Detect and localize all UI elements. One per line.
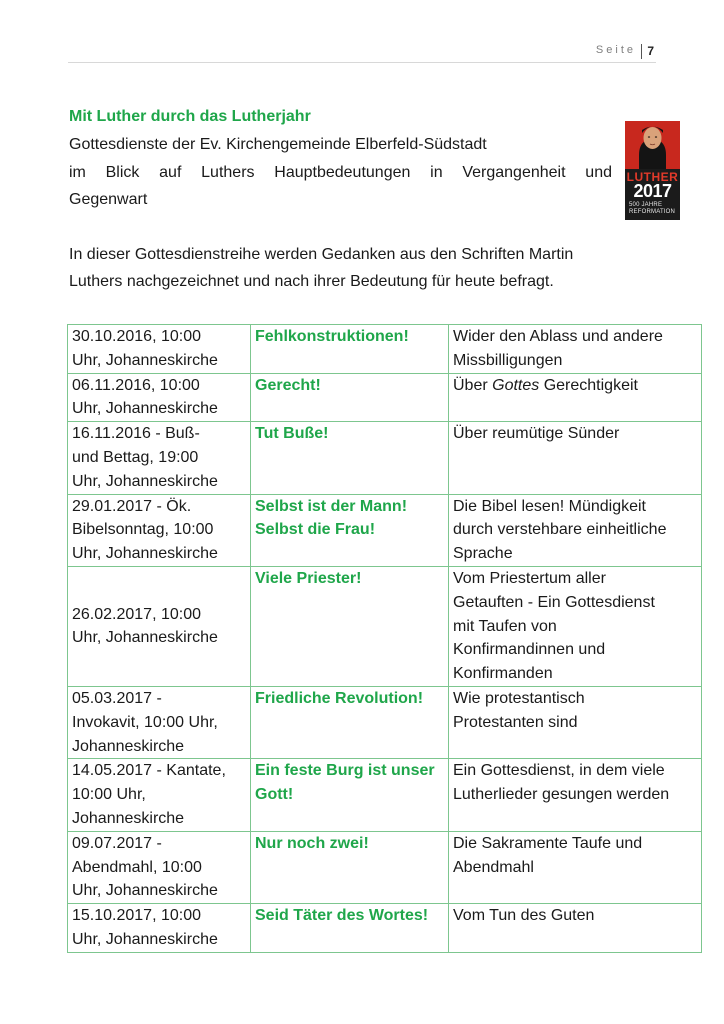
service-schedule-table <box>67 324 702 953</box>
date-cell: 09.07.2017 - Abendmahl, 10:00 Uhr, Johanneskirche <box>68 831 251 903</box>
table-row <box>68 494 702 566</box>
description-cell: Wie protestantisch Protestanten sind <box>449 686 702 758</box>
page-label: Seite <box>595 44 636 56</box>
description-cell: Wider den Ablass und andere Missbilligungen <box>449 325 702 374</box>
theme-cell: Friedliche Revolution! <box>251 686 449 758</box>
intro-line-2: im Blick auf Luthers Hauptbedeutungen in Vergangenheit und <box>69 164 612 181</box>
date-cell: 16.11.2016 - Buß- und Bettag, 19:00 Uhr, Johanneskirche <box>68 422 251 494</box>
luther-2017-logo <box>625 121 680 220</box>
table-row <box>68 373 702 422</box>
description-cell: Ein Gottesdienst, in dem viele Lutherlieder gesungen werden <box>449 759 702 831</box>
table-row <box>68 422 702 494</box>
date-cell: 14.05.2017 - Kantate, 10:00 Uhr, Johanneskirche <box>68 759 251 831</box>
table-row <box>68 325 702 374</box>
table-row <box>68 904 702 953</box>
theme-cell: Selbst ist der Mann! Selbst die Frau! <box>251 494 449 566</box>
description-cell: Über reumütige Sünder <box>449 422 702 494</box>
description-cell: Vom Tun des Guten <box>449 904 702 953</box>
logo-year: 2017 <box>633 181 672 201</box>
paragraph-line-1: In dieser Gottesdienstreihe werden Gedanken aus den Schriften Martin <box>69 246 574 263</box>
table-row <box>68 566 702 686</box>
theme-cell: Gerecht! <box>251 373 449 422</box>
intro-line-3: Gegenwart <box>69 191 148 208</box>
theme-cell: Nur noch zwei! <box>251 831 449 903</box>
logo-subtitle-2: REFORMATION <box>629 209 676 215</box>
logo-word: LUTHER <box>626 170 679 184</box>
theme-cell: Ein feste Burg ist unser Gott! <box>251 759 449 831</box>
theme-cell: Viele Priester! <box>251 566 449 686</box>
page-separator <box>641 44 642 59</box>
page-header <box>68 44 656 63</box>
table-row <box>68 686 702 758</box>
date-cell: 06.11.2016, 10:00 Uhr, Johanneskirche <box>68 373 251 422</box>
luther-portrait-icon <box>625 121 680 169</box>
intro-line-1: Gottesdienste der Ev. Kirchengemeinde Elberfeld-Südstadt <box>69 136 487 153</box>
description-cell: Über Gottes Gerechtigkeit <box>449 373 702 422</box>
date-cell: 30.10.2016, 10:00 Uhr, Johanneskirche <box>68 325 251 374</box>
table-row <box>68 759 702 831</box>
date-cell: 26.02.2017, 10:00 Uhr, Johanneskirche <box>68 566 251 686</box>
theme-cell: Tut Buße! <box>251 422 449 494</box>
date-cell: 05.03.2017 - Invokavit, 10:00 Uhr, Johanneskirche <box>68 686 251 758</box>
paragraph-line-2: Luthers nachgezeichnet und nach ihrer Bedeutung für heute befragt. <box>69 273 554 290</box>
document-title: Mit Luther durch das Lutherjahr <box>69 108 311 125</box>
logo-subtitle-1: 500 JAHRE <box>629 202 663 208</box>
description-cell: Die Sakramente Taufe und Abendmahl <box>449 831 702 903</box>
table-row <box>68 831 702 903</box>
date-cell: 15.10.2017, 10:00 Uhr, Johanneskirche <box>68 904 251 953</box>
date-cell: 29.01.2017 - Ök. Bibelsonntag, 10:00 Uhr, Johanneskirche <box>68 494 251 566</box>
description-cell: Vom Priestertum aller Getauften - Ein Gottesdienst mit Taufen von Konfirmandinnen und Konfirmanden <box>449 566 702 686</box>
page-number: 7 <box>647 44 654 58</box>
theme-cell: Seid Täter des Wortes! <box>251 904 449 953</box>
theme-cell: Fehlkonstruktionen! <box>251 325 449 374</box>
description-cell: Die Bibel lesen! Mündigkeit durch verstehbare einheitliche Sprache <box>449 494 702 566</box>
